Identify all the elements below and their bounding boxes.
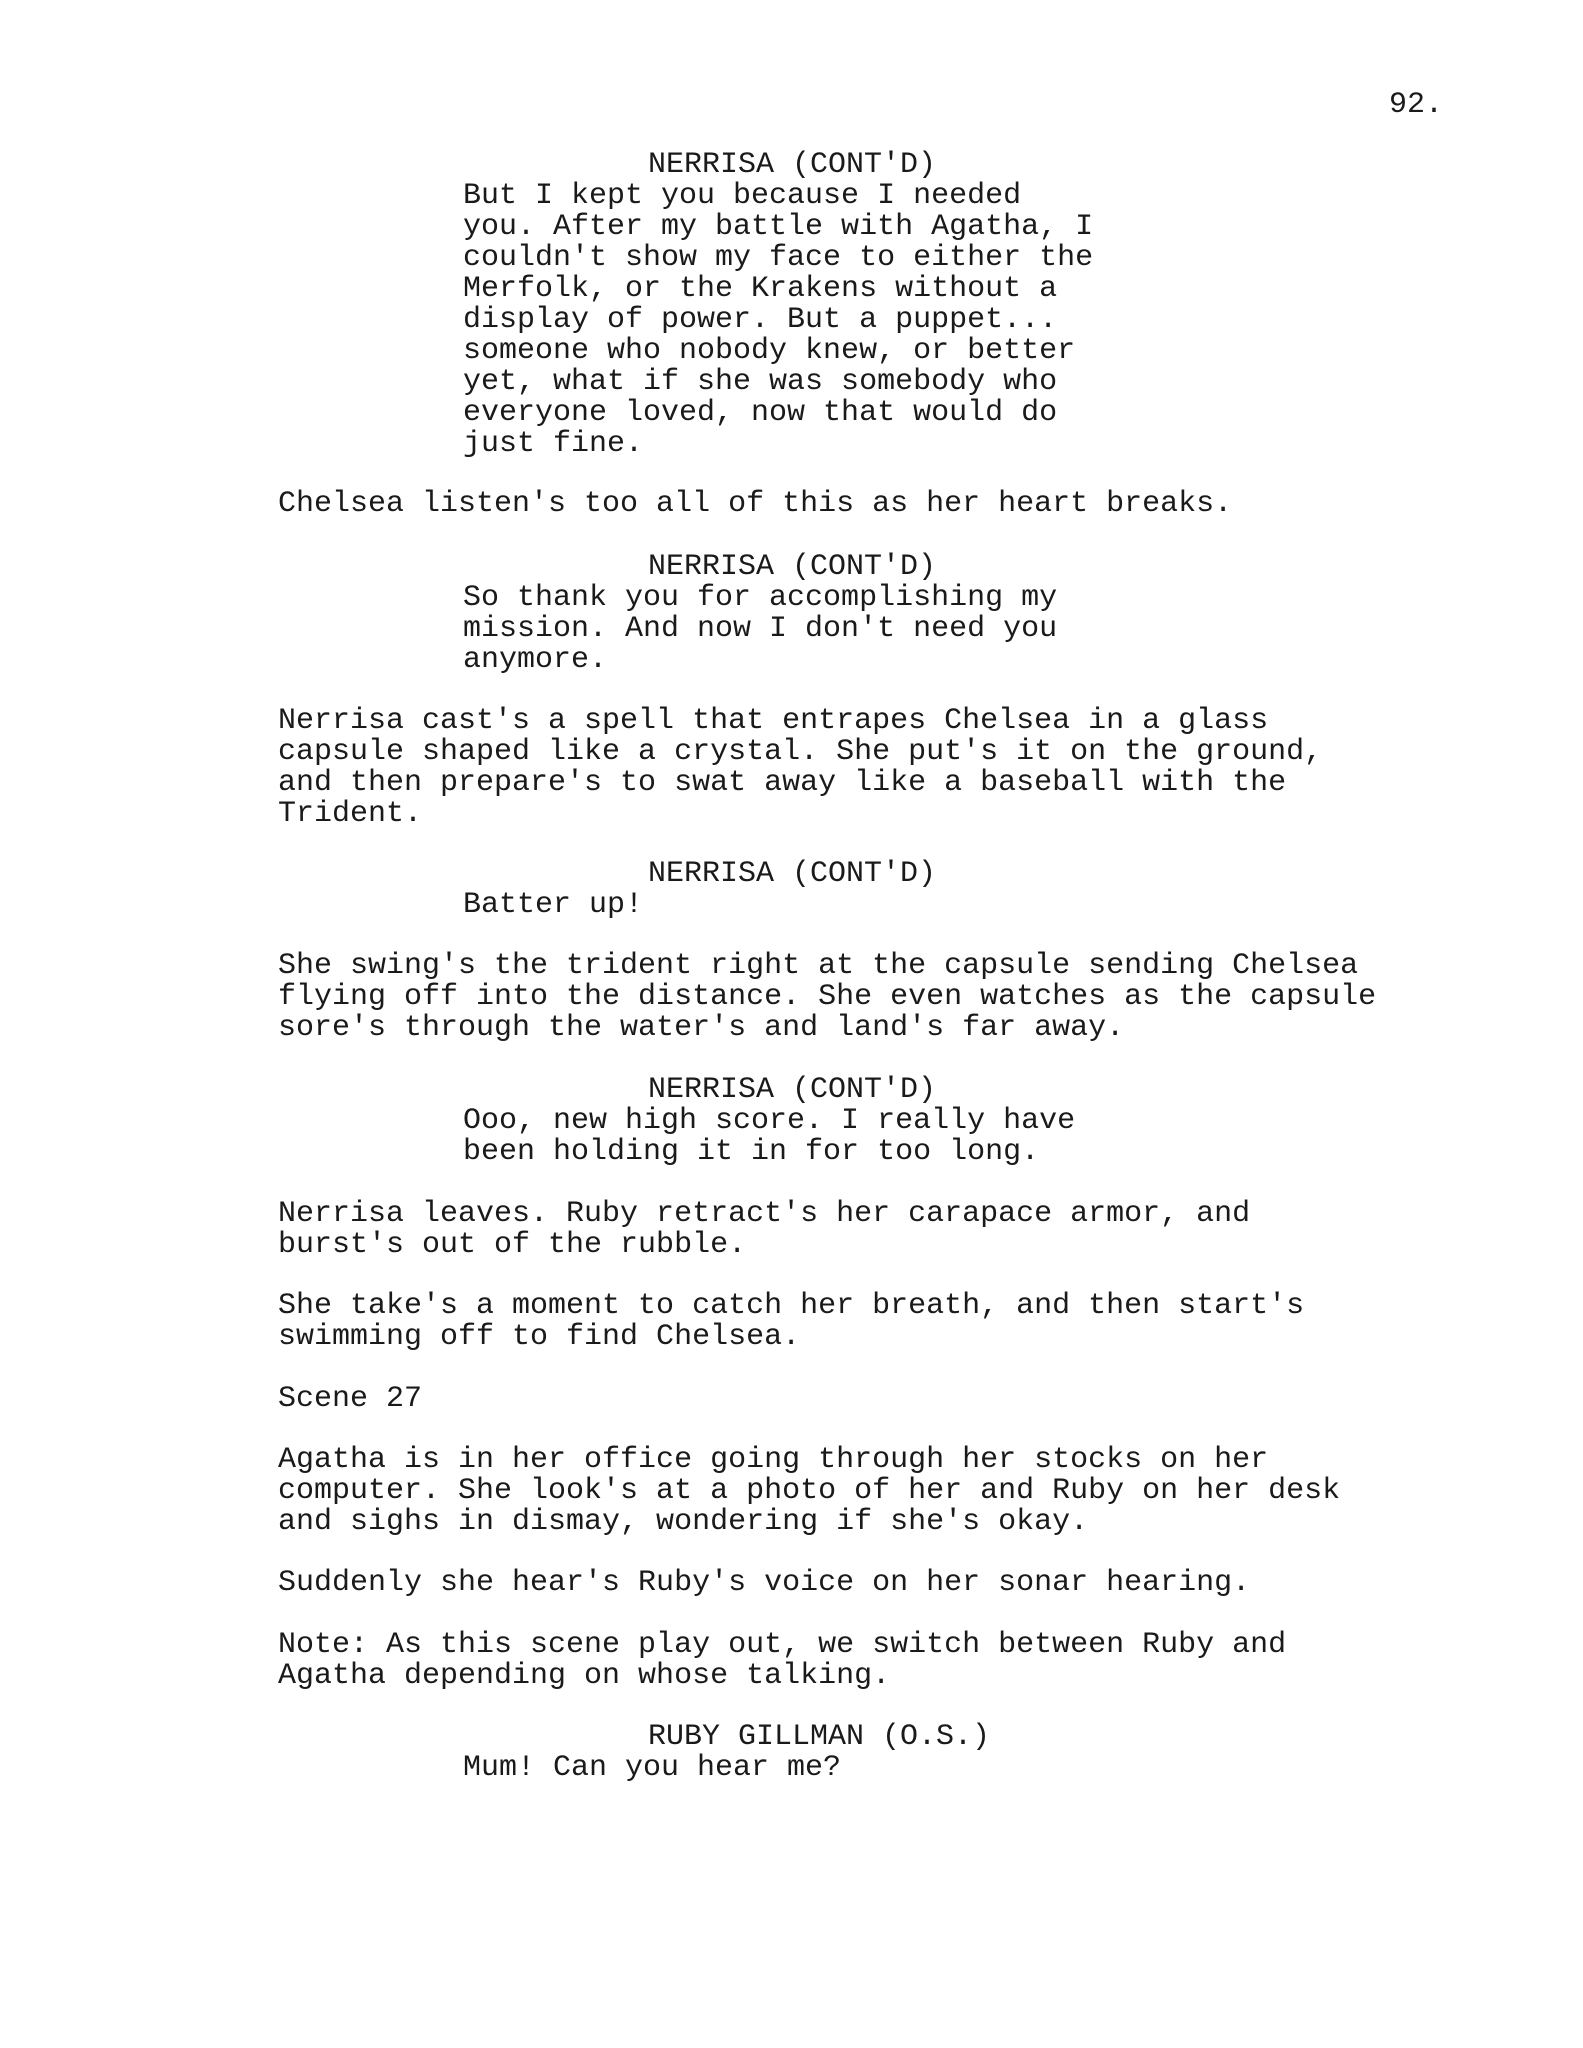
character-cue: NERRISA (CONT'D) [648,1073,937,1107]
action-line: and then prepare's to swat away like a baseball with the [278,766,1287,800]
action-line: Note: As this scene play out, we switch between Ruby and [278,1628,1287,1662]
action [278,1568,1250,1599]
action-line: Nerrisa leaves. Ruby retract's her carapace armor, and [278,1197,1251,1231]
dialogue-line: Ooo, new high score. I really have [463,1104,1076,1138]
dialogue [463,1753,841,1784]
action-line: Suddenly she hear's Ruby's voice on her sonar hearing. [278,1566,1251,1600]
dialogue-line: yet, what if she was somebody who [463,365,1058,399]
action-line: computer. She look's at a photo of her and Ruby on her desk [278,1474,1341,1508]
action-line: burst's out of the rubble. [278,1228,747,1262]
character-cue: NERRISA (CONT'D) [648,148,937,182]
action [278,951,1376,1044]
action-line: Scene 27 [278,1382,423,1416]
action-line: and sighs in dismay, wondering if she's okay. [278,1505,1089,1539]
dialogue-line: display of power. But a puppet... [463,303,1058,337]
action-line: swimming off to find Chelsea. [278,1320,801,1354]
action [278,1445,1340,1538]
character-cue: NERRISA (CONT'D) [648,550,937,584]
action-line: sore's through the water's and land's far away. [278,1011,1125,1045]
action-line: She take's a moment to catch her breath, and then start's [278,1289,1305,1323]
dialogue-line: someone who nobody knew, or better [463,334,1076,368]
scene-heading [278,1384,422,1415]
dialogue [463,181,1093,460]
dialogue-line: Mum! Can you hear me? [463,1751,842,1785]
dialogue-line: So thank you for accomplishing my [463,581,1058,615]
action-line: Agatha depending on whose talking. [278,1659,891,1693]
action [278,1199,1250,1261]
dialogue-line: everyone loved, now that would do [463,396,1058,430]
action-line: Agatha is in her office going through her stocks on her [278,1443,1269,1477]
action-line: capsule shaped like a crystal. She put's it on the ground, [278,735,1323,769]
action [278,706,1322,830]
dialogue-line: just fine. [463,427,644,461]
dialogue-line: you. After my battle with Agatha, I [463,210,1094,244]
action [278,1630,1286,1692]
dialogue-line: been holding it in for too long. [463,1135,1040,1169]
dialogue-line: couldn't show my face to either the [463,241,1094,275]
dialogue-line: mission. And now I don't need you [463,612,1058,646]
action-line: Chelsea listen's too all of this as her heart breaks. [278,487,1233,521]
action-line: She swing's the trident right at the capsule sending Chelsea [278,949,1359,983]
dialogue [463,890,643,921]
dialogue-line: Merfolk, or the Krakens without a [463,272,1058,306]
dialogue [463,583,1057,676]
action [278,1291,1304,1353]
dialogue-line: Batter up! [463,888,644,922]
page-number: 92. [1388,88,1443,122]
action-line: Nerrisa cast's a spell that entrapes Chelsea in a glass [278,704,1269,738]
dialogue [463,1106,1075,1168]
action-line: flying off into the distance. She even watches as the capsule [278,980,1377,1014]
dialogue-line: But I kept you because I needed [463,179,1022,213]
character-cue: NERRISA (CONT'D) [648,857,937,891]
character-cue: RUBY GILLMAN (O.S.) [648,1720,991,1754]
action-line: Trident. [278,797,423,831]
action [278,489,1232,520]
dialogue-line: anymore. [463,643,608,677]
